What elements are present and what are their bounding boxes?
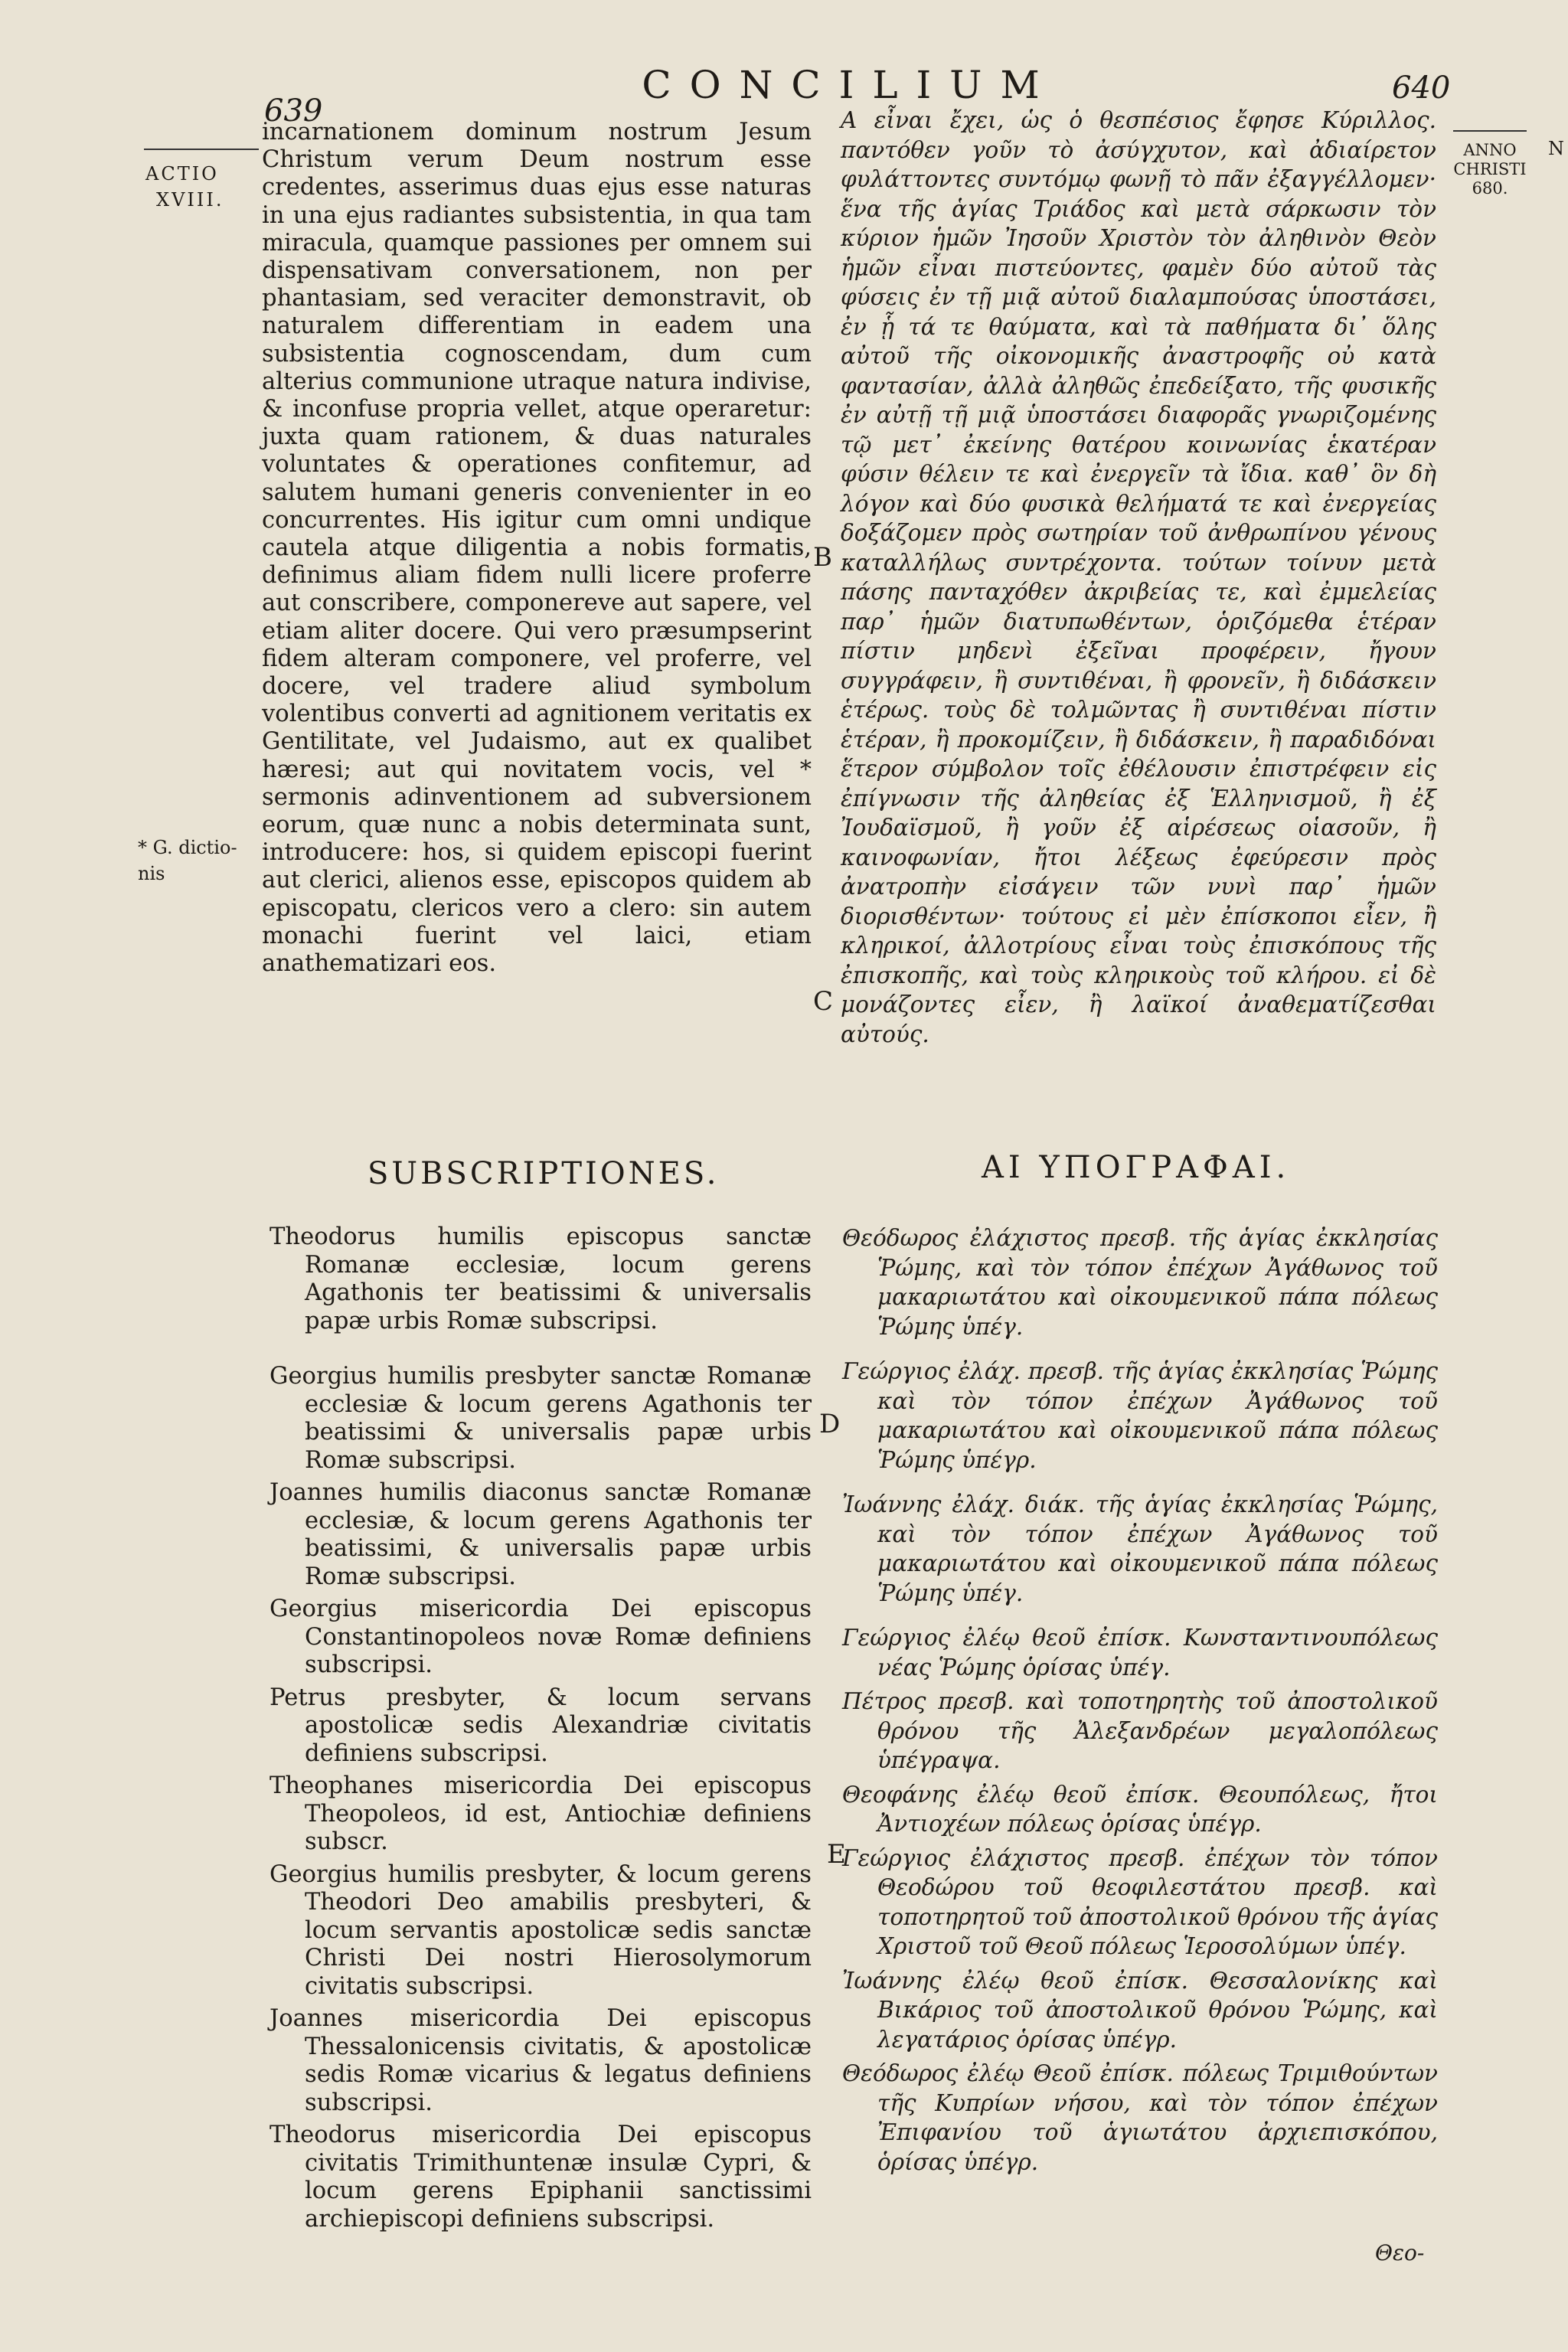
latin-subscription: Theodorus misericordia Dei episcopus civitatis Trimithuntenæ insulæ Cypri, & locum gerens Epiphanii sanctissimi archiepiscopi definiens subscripsi. [270,2122,812,2233]
actio-number: XVIII. [156,189,224,211]
latin-subscription: Petrus presbyter, & locum servans apostolicæ sedis Alexandriæ civitatis definiens subscripsi. [270,1684,812,1767]
margin-anno [1453,141,1527,198]
actio-label: ACTIO [145,163,219,185]
running-title: CONCILIUM [642,63,1058,107]
latin-subscription: Theophanes misericordia Dei episcopus Theopoleos, id est, Antiochiæ definiens subscr. [270,1772,812,1855]
latin-subscription: Georgius misericordia Dei episcopus Constantinopoleos novæ Romæ definiens subscripsi. [270,1596,812,1678]
greek-definition-text: A εἶναι ἔχει, ὡς ὁ θεσπέσιος ἔφησε Κύριλλος. παντόθεν γοῦν τὸ ἀσύγχυτον, καὶ ἀδιαίρετον φυλάττοντες συντόμῳ φωνῇ τὸ πᾶν ἐξαγγέλλομεν· ἕνα τῆς ἁγίας Τριάδος καὶ μετὰ σάρκωσιν τὸν κύριον ἡμῶν Ἰησοῦν Χριστὸν τὸν ἀληθινὸν Θεὸν ἡμῶν εἶναι πιστεύοντες, φαμὲν δύο αὐτοῦ τὰς φύσεις ἐν τῇ μιᾷ αὐτοῦ διαλαμπούσας ὑποστάσει, ἐν ᾗ τά τε θαύματα, καὶ τὰ παθήματα δι᾽ ὅλης αὐτοῦ τῆς οἰκονομικῆς ἀναστροφῆς οὐ κατὰ φαντασίαν, ἀλλὰ ἀληθῶς ἐπεδείξατο, τῆς φυσικῆς ἐν αὐτῇ τῇ μιᾷ ὑποστάσει διαφορᾶς γνωριζομένης τῷ μετ᾽ ἐκείνης θατέρου κοινωνίας ἑκατέραν φύσιν θέλειν τε καὶ ἐνεργεῖν τὰ ἴδια. καθ᾽ ὃν δὴ λόγον καὶ δύο φυσικὰ θελήματά τε καὶ ἐνεργείας δοξάζομεν πρὸς σωτηρίαν τοῦ ἀνθρωπίνου γένους καταλλήλως συντρέχοντα. τούτων τοίνυν μετὰ πάσης πανταχόθεν ἀκριβείας τε, καὶ ἐμμελείας παρ᾽ ἡμῶν διατυπωθέντων, ὁριζόμεθα ἑτέραν πίστιν μηδενὶ ἐξεῖναι προφέρειν, ἤγουν συγγράφειν, ἢ συντιθέναι, ἢ φρονεῖν, ἢ διδάσκειν ἑτέρως. τοὺς δὲ τολμῶντας ἢ συντιθέναι πίστιν ἑτέραν, ἢ προκομίζειν, ἢ διδάσκειν, ἢ παραδιδόναι ἕτερον σύμβολον τοῖς ἐθέλουσιν ἐπιστρέφειν εἰς ἐπίγνωσιν τῆς ἀληθείας ἐξ Ἑλληνισμοῦ, ἢ ἐξ Ἰουδαϊσμοῦ, ἢ γοῦν ἐξ αἱρέσεως οἱασοῦν, ἢ καινοφωνίαν, ἤτοι λέξεως ἐφεύρεσιν πρὸς ἀνατροπὴν εἰσάγειν τῶν νυνὶ παρ᾽ ἡμῶν διορισθέντων· τούτους εἰ μὲν ἐπίσκοποι εἶεν, ἢ κληρικοί, ἀλλοτρίους εἶναι τοὺς ἐπισκόπους τῆς ἐπισκοπῆς, καὶ τοὺς κληρικοὺς τοῦ κλήρου. εἰ δὲ μονάζοντες εἶεν, ἢ λαϊκοί ἀναθεματίζεσθαι αὐτούς. [841,107,1436,1047]
margin-rule-left [144,149,259,150]
section-letter-b: B [813,542,832,573]
margin-note-line1: * G. dictio- [138,837,237,858]
greek-subscriptions [842,1223,1438,2181]
margin-note-line2: nis [138,863,165,884]
section-letter-e: E [827,1839,846,1870]
section-letter-c: C [813,986,834,1017]
catchword: Θεο- [1375,2240,1425,2265]
edge-letter: N [1548,138,1564,159]
greek-subscription: Γεώργιος ἐλέῳ θεοῦ ἐπίσκ. Κωνσταντινουπόλεως νέας Ῥώμης ὁρίσας ὑπέγ. [842,1625,1438,1681]
greek-column [841,106,1436,1049]
greek-subscription: Θεοφάνης ἐλέῳ θεοῦ ἐπίσκ. Θεουπόλεως, ἤτοι Ἀντιοχέων πόλεως ὁρίσας ὑπέγρ. [842,1781,1438,1837]
christi-label: CHRISTI [1453,160,1527,178]
greek-subscription: Γεώργιος ἐλάχιστος πρεσβ. ἐπέχων τὸν τόπον Θεοδώρου τοῦ θεοφιλεστάτου πρεσβ. καὶ τοποτηρητοῦ τοῦ ἀποστολικοῦ θρόνου τῆς ἁγίας Χριστοῦ τοῦ Θεοῦ πόλεως Ἱεροσολύμων ὑπέγ. [842,1844,1438,1959]
greek-subscriptions-heading: ΑΙ ΥΠΟΓΡΑΦΑΙ. [982,1150,1291,1185]
greek-subscription: Γεώργιος ἐλάχ. πρεσβ. τῆς ἁγίας ἐκκλησίας Ῥώμης καὶ τὸν τόπον ἐπέχων Ἀγάθωνος τοῦ μακαριωτάτου καὶ οἰκουμενικοῦ πάπα πόλεως Ῥώμης ὑπέγρ. [842,1358,1438,1473]
margin-note [138,835,268,887]
greek-subscription: Πέτρος πρεσβ. καὶ τοποτηρητὴς τοῦ ἀποστολικοῦ θρόνου τῆς Ἀλεξανδρέων μεγαλοπόλεως ὑπέγραψα. [842,1688,1438,1773]
greek-subscription: Θεόδωρος ἐλάχιστος πρεσβ. τῆς ἁγίας ἐκκλησίας Ῥώμης, καὶ τὸν τόπον ἐπέχων Ἀγάθωνος τοῦ μακαριωτάτου καὶ οἰκουμενικοῦ πάπα πόλεως Ῥώμης ὑπέγ. [842,1225,1438,1340]
latin-subscription: Theodorus humilis episcopus sanctæ Romanæ ecclesiæ, locum gerens Agathonis ter beatissimi & universalis papæ urbis Romæ subscripsi. [270,1223,812,1334]
section-letter-d: D [819,1409,841,1439]
page-number-right: 640 [1392,70,1451,106]
greek-subscription: Ἰωάννης ἐλέῳ θεοῦ ἐπίσκ. Θεσσαλονίκης καὶ Βικάριος τοῦ ἀποστολικοῦ θρόνου Ῥώμης, καὶ λεγατάριος ὁρίσας ὑπέγρ. [842,1967,1438,2053]
latin-subscriptions [270,1223,812,2238]
greek-subscription: Θεόδωρος ἐλέῳ Θεοῦ ἐπίσκ. πόλεως Τριμιθούντων τῆς Κυπρίων νήσου, καὶ τὸν τόπον ἐπέχων Ἐπιφανίου τοῦ ἁγιωτάτου ἀρχιεπισκόπου, ὁρίσας ὑπέγρ. [842,2060,1438,2175]
anno-year: 680. [1472,179,1508,198]
latin-subscription: Joannes humilis diaconus sanctæ Romanæ ecclesiæ, & locum gerens Agathonis ter beatissimi, & universalis papæ urbis Romæ subscripsi. [270,1479,812,1590]
margin-actio [145,161,224,213]
latin-subscription: Georgius humilis presbyter, & locum gerens Theodori Deo amabilis presbyteri, & locum servantis apostolicæ sedis sanctæ Christi Dei nostri Hierosolymorum civitatis subscripsi. [270,1860,812,2000]
latin-subscription: Georgius humilis presbyter sanctæ Romanæ ecclesiæ & locum gerens Agathonis ter beatissimi & universalis papæ urbis Romæ subscripsi. [270,1363,812,1474]
latin-subscription: Joannes misericordia Dei episcopus Thessalonicensis civitatis, & apostolicæ sedis Romæ vicarius & legatus definiens subscripsi. [270,2005,812,2116]
margin-rule-right [1453,130,1527,132]
greek-subscription: Ἰωάννης ἐλάχ. διάκ. τῆς ἁγίας ἐκκλησίας Ῥώμης, καὶ τὸν τόπον ἐπέχων Ἀγάθωνος τοῦ μακαριωτάτου καὶ οἰκουμενικοῦ πάπα πόλεως Ῥώμης ὑπέγ. [842,1491,1438,1606]
latin-column [262,119,812,978]
latin-subscriptions-heading: SUBSCRIPTIONES. [368,1156,720,1191]
anno-label: ANNO [1463,141,1517,159]
page-number-left: 639 [264,93,323,129]
latin-definition-text: incarnationem dominum nostrum Jesum Christum verum Deum nostrum esse credentes, asserimus duas ejus esse naturas in una ejus radiantes subsistentia, in qua tam miracula, quamque passiones per omnem sui dispensativam conversationem, non per phantasiam, sed veraciter demonstravit, ob naturalem differentiam in eadem una subsistentia cognoscendam, dum cum alterius communione utraque natura indivise, & inconfuse propria vellet, atque operaretur: juxta quam rationem, & duas naturales voluntates & operationes confitemur, ad salutem humani generis convenienter in eo concurrentes. His igitur cum omni undique cautela atque diligentia a nobis formatis, definimus aliam fidem nulli licere proferre aut conscribere, componereve aut sapere, vel etiam aliter docere. Qui vero præsumpserint fidem alteram componere, vel proferre, vel docere, vel tradere aliud symbolum volentibus converti ad agnitionem veritatis ex Gentilitate, vel Judaismo, aut ex qualibet hæresi; aut qui novitatem vocis, vel * sermonis adinventionem ad subversionem eorum, quæ nunc a nobis determinata sunt, introducere: hos, si quidem episcopi fuerint aut clerici, alienos esse, episcopos quidem ab episcopatu, clericos vero a clero: sin autem monachi fuerint vel laici, etiam anathematizari eos. [262,119,812,978]
